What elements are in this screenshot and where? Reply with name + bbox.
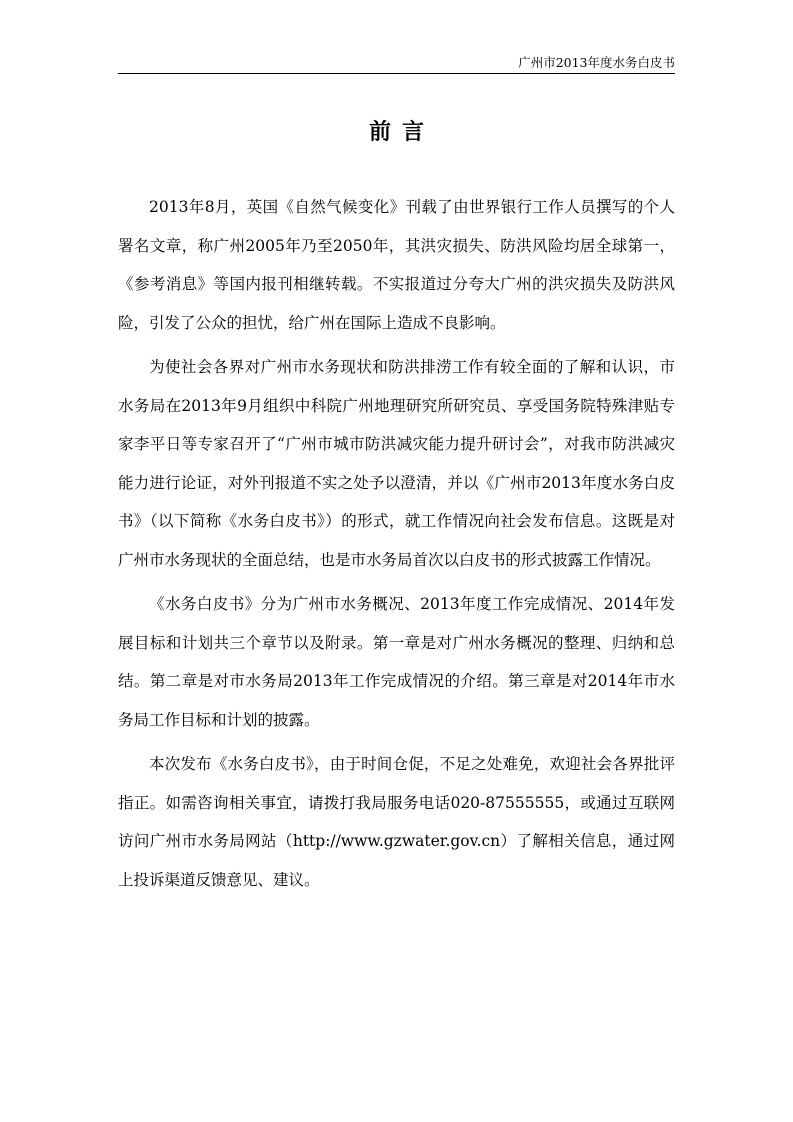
body-text: [118, 188, 675, 905]
header-divider: [118, 73, 675, 74]
paragraph-3: 《水务白皮书》分为广州市水务概况、2013年度工作完成情况、2014年发展目标和计划共三个章节以及附录。第一章是对广州水务概况的整理、归纳和总结。第二章是对市水务局2013年工作完成情况的介绍。第三章是对2014年市水务局工作目标和计划的披露。: [118, 595, 675, 729]
running-header-title: 广州市2013年度水务白皮书: [518, 55, 675, 70]
paragraph-2: 为使社会各界对广州市水务现状和防洪排涝工作有较全面的了解和认识，市水务局在2013年9月组织中科院广州地理研究所研究员、享受国务院特殊津贴专家李平日等专家召开了“广州市城市防洪减灾能力提升研讨会”，对我市防洪减灾能力进行论证，对外刊报道不实之处予以澄清，并以《广州市2013年度水务白皮书》（以下简称《水务白皮书》）的形式，就工作情况向社会发布信息。这既是对广州市水务现状的全面总结，也是市水务局首次以白皮书的形式披露工作情况。: [118, 358, 675, 569]
paragraph-1: 2013年8月，英国《自然气候变化》刊载了由世界银行工作人员撰写的个人署名文章，称广州2005年乃至2050年，其洪灾损失、防洪风险均居全球第一，《参考消息》等国内报刊相继转载。不实报道过分夸大广州的洪灾损失及防洪风险，引发了公众的担忧，给广州在国际上造成不良影响。: [118, 198, 675, 332]
paragraph-4: 本次发布《水务白皮书》，由于时间仓促，不足之处难免，欢迎社会各界批评指正。如需咨询相关事宜，请拨打我局服务电话020-87555555，或通过互联网访问广州市水务局网站（http://www.gzwater.gov.cn）了解相关信息，通过网上投诉渠道反馈意见、建议。: [118, 755, 675, 889]
page-title: 前言: [368, 120, 435, 145]
